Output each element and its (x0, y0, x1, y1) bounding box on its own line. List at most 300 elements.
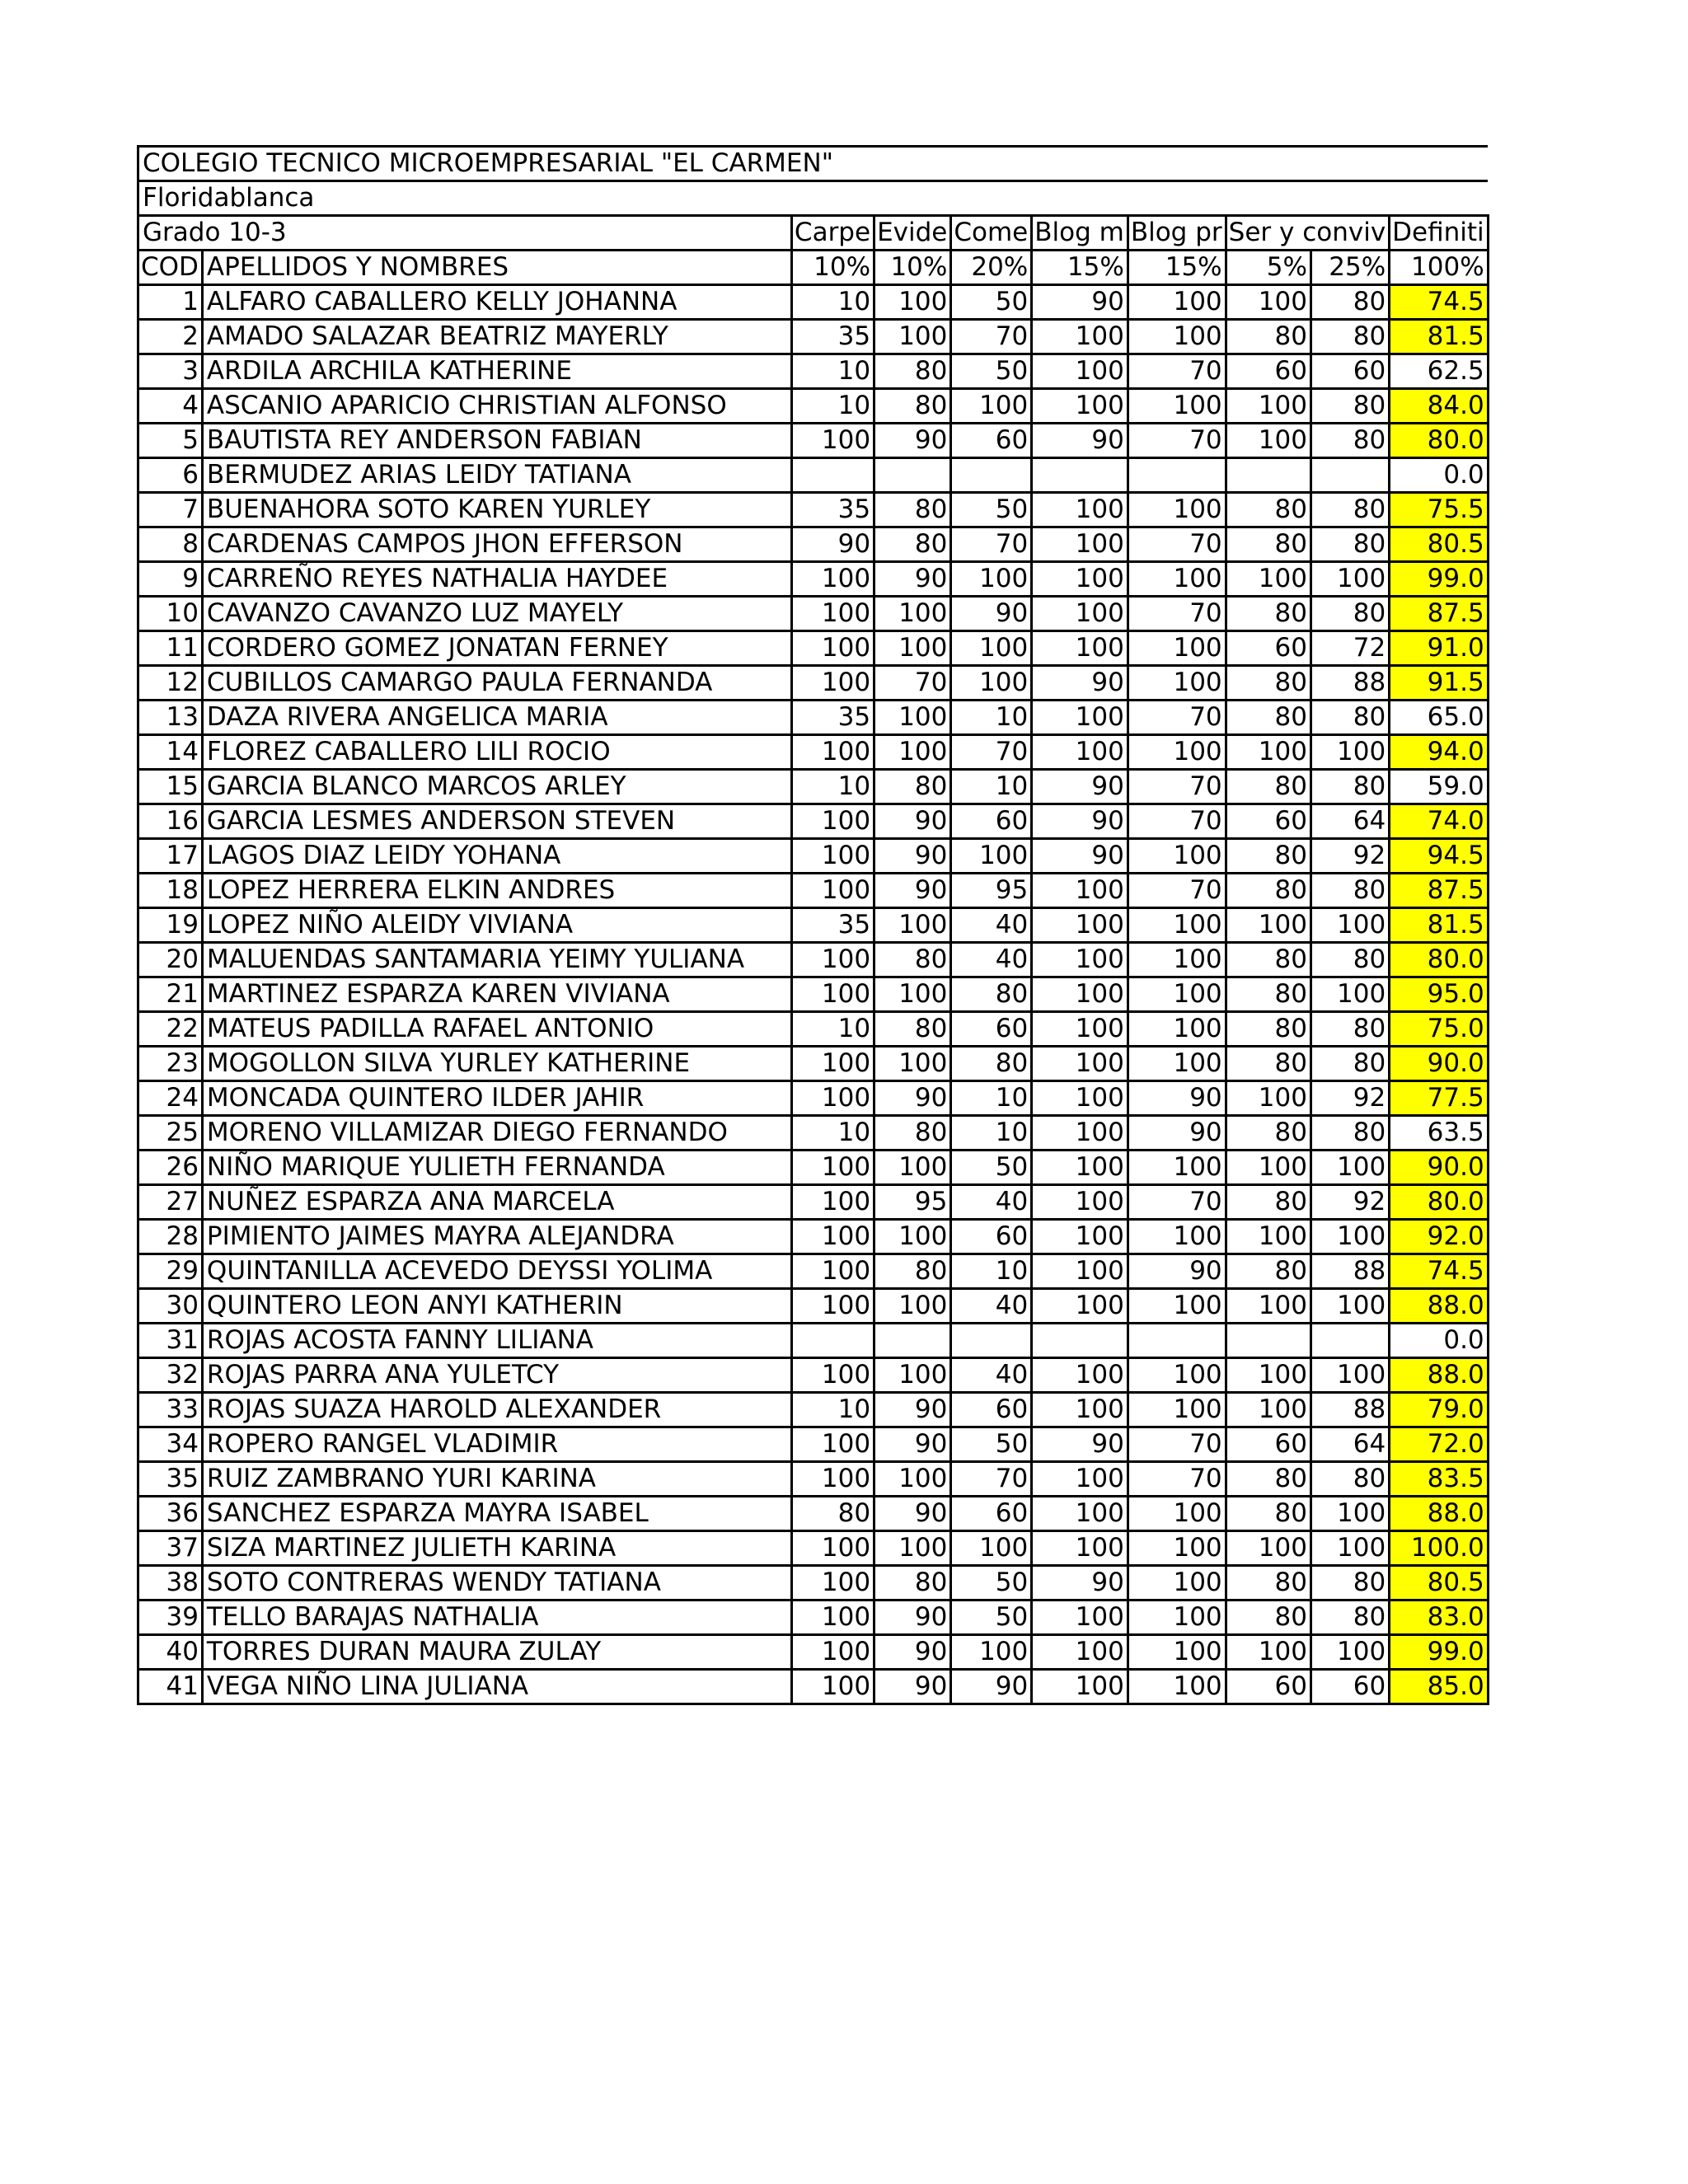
score-cell: 80 (1226, 1462, 1311, 1497)
score-cell: 90 (874, 424, 951, 458)
score-cell: 90 (874, 1427, 951, 1462)
score-cell: 70 (874, 666, 951, 701)
student-name: CAVANZO CAVANZO LUZ MAYELY (202, 597, 791, 631)
score-cell: 100 (951, 1635, 1032, 1670)
table-row (138, 770, 1489, 804)
score-cell: 35 (791, 701, 874, 735)
score-cell: 60 (1226, 1670, 1311, 1704)
score-cell: 90 (874, 1670, 951, 1704)
score-cell: 100 (1032, 631, 1128, 666)
final-grade: 84.0 (1390, 389, 1489, 424)
score-cell: 80 (1226, 527, 1311, 562)
student-name: PIMIENTO JAIMES MAYRA ALEJANDRA (202, 1220, 791, 1254)
score-cell: 100 (1032, 597, 1128, 631)
table-row (138, 631, 1489, 666)
score-cell: 88 (1311, 1254, 1389, 1289)
score-cell: 10 (951, 701, 1032, 735)
score-cell: 80 (874, 943, 951, 977)
score-cell: 100 (1128, 1531, 1226, 1566)
student-code: 36 (138, 1497, 203, 1531)
student-code: 30 (138, 1289, 203, 1324)
score-cell: 40 (951, 943, 1032, 977)
column-label: Come (951, 216, 1032, 251)
score-cell: 100 (1128, 389, 1226, 424)
final-grade: 91.0 (1390, 631, 1489, 666)
score-cell: 90 (874, 1635, 951, 1670)
score-cell: 90 (951, 597, 1032, 631)
weight-cell: 15% (1032, 251, 1128, 285)
table-row (138, 735, 1489, 770)
final-grade: 80.0 (1390, 424, 1489, 458)
student-code: 29 (138, 1254, 203, 1289)
score-cell: 100 (791, 735, 874, 770)
score-cell: 100 (951, 666, 1032, 701)
student-code: 37 (138, 1531, 203, 1566)
final-grade: 81.5 (1390, 908, 1489, 943)
score-cell: 100 (951, 839, 1032, 874)
score-cell: 90 (874, 804, 951, 839)
score-cell: 80 (874, 770, 951, 804)
score-cell: 100 (791, 1531, 874, 1566)
score-cell: 100 (1032, 977, 1128, 1012)
score-cell: 88 (1311, 1393, 1389, 1427)
table-row (138, 1254, 1489, 1289)
weight-cell: 20% (951, 251, 1032, 285)
score-cell: 70 (1128, 770, 1226, 804)
score-cell: 80 (874, 354, 951, 389)
score-cell: 80 (1226, 1254, 1311, 1289)
score-cell: 100 (1128, 562, 1226, 597)
score-cell: 60 (951, 424, 1032, 458)
score-cell: 100 (874, 320, 951, 354)
weights-row (138, 251, 1489, 285)
score-cell: 100 (874, 597, 951, 631)
score-cell: 100 (1226, 1151, 1311, 1185)
final-grade: 0.0 (1390, 1324, 1489, 1358)
score-cell: 90 (1128, 1254, 1226, 1289)
score-cell: 80 (1226, 493, 1311, 527)
score-cell: 80 (1226, 1566, 1311, 1601)
score-cell: 80 (1226, 1497, 1311, 1531)
score-cell: 80 (1311, 493, 1389, 527)
table-row (138, 701, 1489, 735)
table-row (138, 1116, 1489, 1151)
score-cell: 100 (791, 1289, 874, 1324)
score-cell: 80 (791, 1497, 874, 1531)
score-cell: 90 (1032, 1566, 1128, 1601)
final-grade: 87.5 (1390, 597, 1489, 631)
student-name: TORRES DURAN MAURA ZULAY (202, 1635, 791, 1670)
score-cell: 100 (1128, 666, 1226, 701)
table-row (138, 1670, 1489, 1704)
score-cell: 100 (1311, 562, 1389, 597)
final-grade: 95.0 (1390, 977, 1489, 1012)
score-cell: 100 (874, 1531, 951, 1566)
table-row (138, 320, 1489, 354)
weight-cell: 10% (874, 251, 951, 285)
score-cell: 80 (1311, 389, 1389, 424)
score-cell: 100 (791, 804, 874, 839)
table-row (138, 1497, 1489, 1531)
score-cell (1128, 1324, 1226, 1358)
score-cell: 100 (1032, 389, 1128, 424)
score-cell: 100 (791, 874, 874, 908)
score-cell: 100 (791, 631, 874, 666)
student-code: 9 (138, 562, 203, 597)
score-cell: 100 (1311, 1635, 1389, 1670)
final-grade: 75.5 (1390, 493, 1489, 527)
score-cell: 80 (1226, 666, 1311, 701)
student-name: LOPEZ NIÑO ALEIDY VIVIANA (202, 908, 791, 943)
score-cell: 100 (1032, 1012, 1128, 1047)
cod-header: COD (138, 251, 203, 285)
score-cell: 100 (1032, 493, 1128, 527)
final-grade: 0.0 (1390, 458, 1489, 493)
score-cell: 90 (1032, 666, 1128, 701)
city-row (138, 181, 1489, 216)
table-row (138, 1081, 1489, 1116)
score-cell: 100 (1032, 908, 1128, 943)
score-cell: 80 (1311, 770, 1389, 804)
score-cell: 60 (1226, 354, 1311, 389)
table-row (138, 562, 1489, 597)
final-grade: 99.0 (1390, 1635, 1489, 1670)
score-cell: 90 (874, 1497, 951, 1531)
weight-cell: 15% (1128, 251, 1226, 285)
score-cell: 80 (874, 389, 951, 424)
score-cell: 70 (1128, 701, 1226, 735)
student-name: BAUTISTA REY ANDERSON FABIAN (202, 424, 791, 458)
grade-label: Grado 10-3 (138, 216, 792, 251)
score-cell: 100 (1226, 1289, 1311, 1324)
score-cell: 90 (874, 839, 951, 874)
student-name: MATEUS PADILLA RAFAEL ANTONIO (202, 1012, 791, 1047)
score-cell: 100 (1032, 1358, 1128, 1393)
student-name: CORDERO GOMEZ JONATAN FERNEY (202, 631, 791, 666)
final-grade: 80.5 (1390, 527, 1489, 562)
score-cell: 100 (791, 1151, 874, 1185)
student-code: 27 (138, 1185, 203, 1220)
student-name: BUENAHORA SOTO KAREN YURLEY (202, 493, 791, 527)
score-cell: 100 (1128, 1393, 1226, 1427)
score-cell: 100 (791, 1185, 874, 1220)
score-cell: 100 (1032, 1635, 1128, 1670)
score-cell: 100 (1226, 562, 1311, 597)
score-cell: 10 (951, 1254, 1032, 1289)
student-name: FLOREZ CABALLERO LILI ROCIO (202, 735, 791, 770)
score-cell: 10 (791, 354, 874, 389)
score-cell: 50 (951, 1427, 1032, 1462)
column-label: Carpe (791, 216, 874, 251)
score-cell: 100 (1128, 1566, 1226, 1601)
score-cell: 100 (791, 1427, 874, 1462)
score-cell: 100 (951, 1531, 1032, 1566)
student-code: 39 (138, 1601, 203, 1635)
student-name: DAZA RIVERA ANGELICA MARIA (202, 701, 791, 735)
school-row (138, 147, 1489, 181)
student-code: 22 (138, 1012, 203, 1047)
student-code: 26 (138, 1151, 203, 1185)
column-label: conviv (1302, 218, 1386, 247)
score-cell: 100 (1128, 1358, 1226, 1393)
score-cell: 70 (1128, 1185, 1226, 1220)
score-cell: 80 (1311, 1566, 1389, 1601)
score-cell (951, 1324, 1032, 1358)
final-grade: 74.5 (1390, 1254, 1489, 1289)
table-row (138, 424, 1489, 458)
student-code: 13 (138, 701, 203, 735)
score-cell: 80 (874, 493, 951, 527)
column-label: Blog m (1032, 216, 1128, 251)
final-grade: 94.5 (1390, 839, 1489, 874)
final-grade: 80.0 (1390, 943, 1489, 977)
score-cell: 100 (874, 1358, 951, 1393)
score-cell: 100 (791, 562, 874, 597)
score-cell: 10 (951, 1116, 1032, 1151)
weight-cell: 25% (1311, 251, 1389, 285)
score-cell: 80 (1311, 1012, 1389, 1047)
student-name: GARCIA LESMES ANDERSON STEVEN (202, 804, 791, 839)
final-grade: 74.0 (1390, 804, 1489, 839)
score-cell (1032, 458, 1128, 493)
score-cell: 80 (1226, 1601, 1311, 1635)
column-label: Definiti (1390, 216, 1489, 251)
score-cell: 100 (1128, 977, 1226, 1012)
score-cell: 100 (874, 701, 951, 735)
score-cell: 60 (951, 804, 1032, 839)
score-cell: 100 (1226, 389, 1311, 424)
final-grade: 88.0 (1390, 1497, 1489, 1531)
score-cell: 10 (791, 389, 874, 424)
table-row (138, 1531, 1489, 1566)
score-cell (791, 458, 874, 493)
score-cell (1311, 458, 1389, 493)
student-code: 4 (138, 389, 203, 424)
grades-table (137, 145, 1489, 1705)
score-cell: 80 (1311, 320, 1389, 354)
final-grade: 59.0 (1390, 770, 1489, 804)
score-cell (1032, 1324, 1128, 1358)
student-name: MORENO VILLAMIZAR DIEGO FERNANDO (202, 1116, 791, 1151)
score-cell: 100 (951, 562, 1032, 597)
weight-cell: 100% (1390, 251, 1489, 285)
student-name: ALFARO CABALLERO KELLY JOHANNA (202, 285, 791, 320)
table-row (138, 1220, 1489, 1254)
table-row (138, 874, 1489, 908)
student-code: 20 (138, 943, 203, 977)
score-cell: 100 (1128, 943, 1226, 977)
score-cell: 80 (951, 1047, 1032, 1081)
score-cell: 90 (1032, 1427, 1128, 1462)
student-code: 15 (138, 770, 203, 804)
score-cell (791, 1324, 874, 1358)
score-cell: 100 (1311, 1531, 1389, 1566)
student-code: 7 (138, 493, 203, 527)
student-code: 6 (138, 458, 203, 493)
score-cell: 100 (1226, 735, 1311, 770)
score-cell: 80 (1226, 1012, 1311, 1047)
score-cell: 80 (1226, 874, 1311, 908)
score-cell: 100 (791, 977, 874, 1012)
student-name: SOTO CONTRERAS WENDY TATIANA (202, 1566, 791, 1601)
score-cell: 80 (1311, 597, 1389, 631)
score-cell: 100 (1032, 1601, 1128, 1635)
student-code: 28 (138, 1220, 203, 1254)
score-cell: 70 (1128, 527, 1226, 562)
school-name: COLEGIO TECNICO MICROEMPRESARIAL "EL CARMEN" (138, 147, 1489, 181)
student-name: ROJAS SUAZA HAROLD ALEXANDER (202, 1393, 791, 1427)
score-cell: 50 (951, 354, 1032, 389)
score-cell: 100 (1032, 1462, 1128, 1497)
table-row (138, 1601, 1489, 1635)
score-cell: 100 (874, 1047, 951, 1081)
score-cell: 100 (1032, 943, 1128, 977)
student-code: 41 (138, 1670, 203, 1704)
score-cell: 70 (1128, 354, 1226, 389)
score-cell: 60 (1311, 354, 1389, 389)
score-cell: 90 (1032, 424, 1128, 458)
score-cell: 100 (791, 1462, 874, 1497)
score-cell: 100 (1128, 631, 1226, 666)
score-cell: 80 (1311, 874, 1389, 908)
score-cell: 100 (791, 839, 874, 874)
student-name: TELLO BARAJAS NATHALIA (202, 1601, 791, 1635)
score-cell: 10 (791, 770, 874, 804)
score-cell: 100 (874, 735, 951, 770)
score-cell (1226, 458, 1311, 493)
final-grade: 83.0 (1390, 1601, 1489, 1635)
weight-cell: 10% (791, 251, 874, 285)
student-name: ARDILA ARCHILA KATHERINE (202, 354, 791, 389)
score-cell: 70 (1128, 597, 1226, 631)
final-grade: 83.5 (1390, 1462, 1489, 1497)
score-cell: 90 (1032, 285, 1128, 320)
score-cell: 100 (1226, 1081, 1311, 1116)
score-cell: 90 (1032, 804, 1128, 839)
final-grade: 77.5 (1390, 1081, 1489, 1116)
score-cell: 80 (874, 527, 951, 562)
score-cell: 90 (874, 874, 951, 908)
score-cell: 100 (1226, 1635, 1311, 1670)
score-cell: 90 (791, 527, 874, 562)
student-code: 31 (138, 1324, 203, 1358)
student-code: 11 (138, 631, 203, 666)
student-code: 33 (138, 1393, 203, 1427)
score-cell: 95 (874, 1185, 951, 1220)
student-code: 21 (138, 977, 203, 1012)
score-cell: 80 (874, 1254, 951, 1289)
score-cell: 100 (791, 666, 874, 701)
table-row (138, 1566, 1489, 1601)
score-cell: 100 (1032, 874, 1128, 908)
score-cell: 100 (791, 597, 874, 631)
score-cell (874, 1324, 951, 1358)
score-cell: 100 (1032, 1151, 1128, 1185)
student-name: LAGOS DIAZ LEIDY YOHANA (202, 839, 791, 874)
score-cell: 70 (1128, 1462, 1226, 1497)
score-cell: 80 (1311, 943, 1389, 977)
score-cell: 90 (874, 1601, 951, 1635)
column-label: Ser y (1228, 218, 1295, 247)
final-grade: 90.0 (1390, 1151, 1489, 1185)
score-cell: 90 (1032, 839, 1128, 874)
final-grade: 85.0 (1390, 1670, 1489, 1704)
student-name: AMADO SALAZAR BEATRIZ MAYERLY (202, 320, 791, 354)
score-cell: 72 (1311, 631, 1389, 666)
table-row (138, 1462, 1489, 1497)
score-cell: 90 (874, 562, 951, 597)
score-cell: 100 (1311, 1289, 1389, 1324)
column-label-ser-y-conviv (1226, 216, 1390, 251)
score-cell: 70 (1128, 804, 1226, 839)
student-code: 16 (138, 804, 203, 839)
score-cell (951, 458, 1032, 493)
score-cell: 100 (874, 1151, 951, 1185)
score-cell: 50 (951, 1566, 1032, 1601)
score-cell (1128, 458, 1226, 493)
score-cell: 100 (1311, 1220, 1389, 1254)
student-code: 5 (138, 424, 203, 458)
score-cell: 90 (874, 1393, 951, 1427)
score-cell: 100 (791, 1601, 874, 1635)
student-name: CARREÑO REYES NATHALIA HAYDEE (202, 562, 791, 597)
score-cell: 100 (1128, 1012, 1226, 1047)
score-cell: 40 (951, 1185, 1032, 1220)
score-cell: 100 (1032, 1220, 1128, 1254)
score-cell: 100 (1128, 1497, 1226, 1531)
score-cell: 80 (1226, 977, 1311, 1012)
student-name: ROJAS PARRA ANA YULETCY (202, 1358, 791, 1393)
score-cell: 100 (1128, 1670, 1226, 1704)
score-cell: 100 (1128, 839, 1226, 874)
table-row (138, 1427, 1489, 1462)
score-cell: 80 (1226, 1185, 1311, 1220)
score-cell: 70 (951, 735, 1032, 770)
score-cell: 60 (1226, 1427, 1311, 1462)
score-cell: 90 (1128, 1081, 1226, 1116)
student-code: 1 (138, 285, 203, 320)
score-cell: 100 (1032, 527, 1128, 562)
final-grade: 72.0 (1390, 1427, 1489, 1462)
score-cell: 100 (1032, 1185, 1128, 1220)
score-cell: 100 (874, 285, 951, 320)
final-grade: 92.0 (1390, 1220, 1489, 1254)
score-cell: 100 (1128, 285, 1226, 320)
table-row (138, 354, 1489, 389)
table-row (138, 1393, 1489, 1427)
score-cell: 35 (791, 908, 874, 943)
final-grade: 80.5 (1390, 1566, 1489, 1601)
score-cell: 100 (1032, 320, 1128, 354)
final-grade: 88.0 (1390, 1358, 1489, 1393)
table-row (138, 389, 1489, 424)
score-cell: 100 (1128, 908, 1226, 943)
score-cell: 100 (791, 1081, 874, 1116)
score-cell: 80 (1226, 943, 1311, 977)
table-row (138, 1289, 1489, 1324)
student-code: 23 (138, 1047, 203, 1081)
score-cell: 40 (951, 1289, 1032, 1324)
table-row (138, 804, 1489, 839)
student-name: GARCIA BLANCO MARCOS ARLEY (202, 770, 791, 804)
score-cell: 100 (1032, 1047, 1128, 1081)
table-row (138, 666, 1489, 701)
score-cell: 100 (874, 1462, 951, 1497)
score-cell: 80 (1226, 839, 1311, 874)
score-cell: 80 (1226, 597, 1311, 631)
score-cell: 80 (874, 1012, 951, 1047)
score-cell: 100 (1032, 1393, 1128, 1427)
